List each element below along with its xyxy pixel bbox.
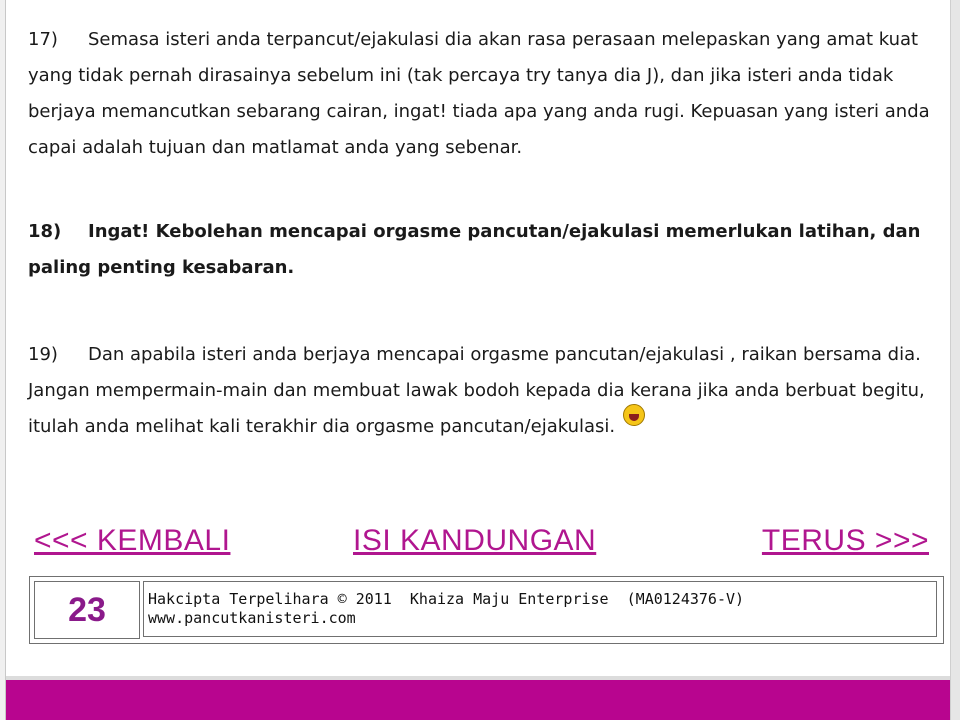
paragraph-number: 17) [28, 29, 58, 50]
document-page [5, 0, 952, 720]
copyright-cell [143, 581, 937, 637]
footer-box [29, 576, 944, 644]
scrollbar[interactable] [950, 0, 960, 720]
back-link[interactable]: <<< KEMBALI [34, 524, 231, 557]
website-text: www.pancutkanisteri.com [148, 609, 356, 627]
paragraph-18 [28, 214, 938, 286]
paragraph-text: Dan apabila isteri anda berjaya mencapai orgasme pancutan/ejakulasi , raikan bersama dia. Jangan mempermain-main dan membuat lawak bodoh kepada dia kerana jika anda berbuat begitu, itulah anda melihat kali terakhir dia orgasme pancutan/ejakulasi. [28, 344, 925, 437]
copyright-text: Hakcipta Terpelihara © 2011 Khaiza Maju Enterprise (MA0124376-V) [148, 590, 745, 608]
bottom-bar [6, 676, 951, 720]
paragraph-17 [28, 22, 938, 166]
paragraph-number: 19) [28, 344, 58, 365]
page-number: 23 [34, 581, 140, 639]
paragraph-text: Semasa isteri anda terpancut/ejakulasi dia akan rasa perasaan melepaskan yang amat kuat yang tidak pernah dirasainya sebelum ini (tak percaya try tanya dia J), dan jika isteri anda tidak berjaya memancutkan sebarang cairan, ingat! tiada apa yang anda rugi. Kepuasan yang isteri anda capai adalah tujuan dan matlamat anda yang sebenar. [28, 29, 930, 158]
paragraph-number: 18) [28, 221, 62, 242]
paragraph-text: Ingat! Kebolehan mencapai orgasme pancutan/ejakulasi memerlukan latihan, dan paling penting kesabaran. [28, 221, 921, 278]
contents-link[interactable]: ISI KANDUNGAN [353, 524, 597, 557]
next-link[interactable]: TERUS >>> [761, 524, 929, 557]
paragraph-19 [28, 337, 938, 445]
laughing-face-icon [623, 404, 645, 426]
